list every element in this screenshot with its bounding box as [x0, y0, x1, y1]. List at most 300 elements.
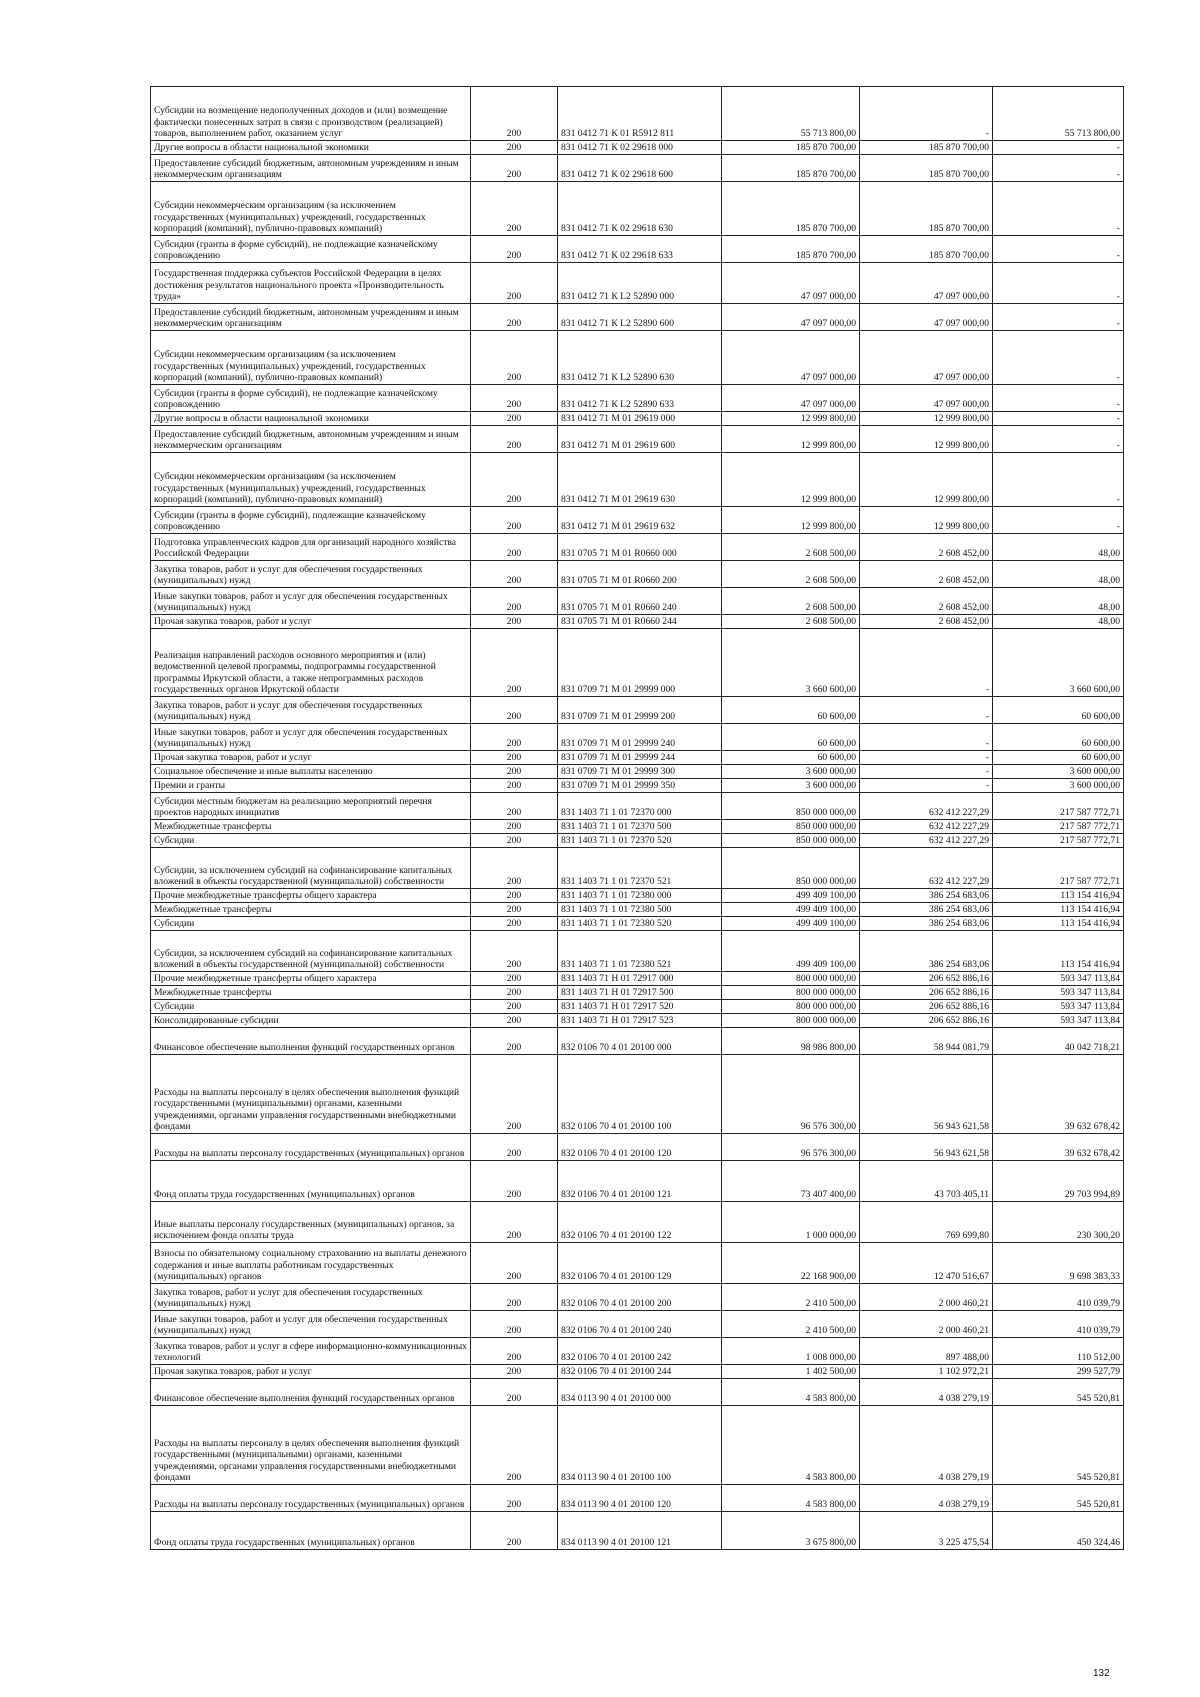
row-code-cell: 200 — [471, 1406, 558, 1485]
row-approved-cell: 2 410 500,00 — [722, 1284, 860, 1311]
table-row — [151, 385, 1124, 412]
row-executed-cell: 185 870 700,00 — [860, 155, 993, 182]
row-executed-cell: 206 652 886,16 — [860, 972, 993, 986]
row-name-cell: Фонд оплаты труда государственных (муниципальных) органов — [151, 1512, 471, 1550]
table-row — [151, 793, 1124, 820]
row-kbk-cell: 831 1403 71 Н 01 72917 000 — [558, 972, 722, 986]
row-unexecuted-cell: 545 520,81 — [993, 1379, 1124, 1406]
row-executed-cell: 2 000 460,21 — [860, 1284, 993, 1311]
row-executed-cell: 632 412 227,29 — [860, 848, 993, 889]
row-approved-cell: 499 409 100,00 — [722, 903, 860, 917]
row-name-cell: Субсидии — [151, 1000, 471, 1014]
row-executed-cell: 185 870 700,00 — [860, 182, 993, 236]
row-approved-cell: 47 097 000,00 — [722, 385, 860, 412]
row-name-cell: Закупка товаров, работ и услуг для обеспечения государственных (муниципальных) нужд — [151, 697, 471, 724]
row-code-cell: 200 — [471, 385, 558, 412]
table-row — [151, 765, 1124, 779]
row-executed-cell: 206 652 886,16 — [860, 1014, 993, 1028]
row-unexecuted-cell: 3 600 000,00 — [993, 779, 1124, 793]
row-kbk-cell: 831 0412 71 М 01 29619 000 — [558, 412, 722, 426]
row-kbk-cell: 831 1403 71 1 01 72380 500 — [558, 903, 722, 917]
row-approved-cell: 800 000 000,00 — [722, 1000, 860, 1014]
row-name-cell: Другие вопросы в области национальной экономики — [151, 412, 471, 426]
row-unexecuted-cell: 545 520,81 — [993, 1406, 1124, 1485]
row-kbk-cell: 831 1403 71 Н 01 72917 500 — [558, 986, 722, 1000]
row-executed-cell: 47 097 000,00 — [860, 263, 993, 304]
table-row — [151, 917, 1124, 931]
row-approved-cell: 73 407 400,00 — [722, 1161, 860, 1202]
row-code-cell: 200 — [471, 412, 558, 426]
row-executed-cell: 185 870 700,00 — [860, 236, 993, 263]
row-executed-cell: 769 699,80 — [860, 1202, 993, 1243]
row-name-cell: Закупка товаров, работ и услуг для обеспечения государственных (муниципальных) нужд — [151, 1284, 471, 1311]
row-unexecuted-cell: 113 154 416,94 — [993, 889, 1124, 903]
budget-document — [150, 86, 1121, 1550]
row-executed-cell: 12 999 800,00 — [860, 426, 993, 453]
row-approved-cell: 850 000 000,00 — [722, 848, 860, 889]
row-code-cell: 200 — [471, 561, 558, 588]
row-code-cell: 200 — [471, 751, 558, 765]
row-executed-cell: - — [860, 724, 993, 751]
row-approved-cell: 1 008 000,00 — [722, 1338, 860, 1365]
row-executed-cell: 386 254 683,06 — [860, 903, 993, 917]
table-row — [151, 1406, 1124, 1485]
row-kbk-cell: 832 0106 70 4 01 20100 242 — [558, 1338, 722, 1365]
row-code-cell: 200 — [471, 697, 558, 724]
row-approved-cell: 2 410 500,00 — [722, 1311, 860, 1338]
row-executed-cell: - — [860, 87, 993, 141]
table-row — [151, 263, 1124, 304]
table-row — [151, 903, 1124, 917]
budget-table-body — [151, 87, 1124, 1550]
row-name-cell: Субсидии на возмещение недополученных доходов и (или) возмещение фактически понесенных затрат в связи с производством (реализацией) товаров, выполнением работ, оказанием услуг — [151, 87, 471, 141]
row-code-cell: 200 — [471, 917, 558, 931]
table-row — [151, 931, 1124, 972]
row-approved-cell: 12 999 800,00 — [722, 507, 860, 534]
table-row — [151, 848, 1124, 889]
table-row — [151, 426, 1124, 453]
row-executed-cell: 185 870 700,00 — [860, 141, 993, 155]
row-kbk-cell: 831 0709 71 М 01 29999 000 — [558, 629, 722, 697]
row-unexecuted-cell: 3 660 600,00 — [993, 629, 1124, 697]
row-name-cell: Расходы на выплаты персоналу государственных (муниципальных) органов — [151, 1485, 471, 1512]
row-name-cell: Прочие межбюджетные трансферты общего характера — [151, 972, 471, 986]
table-row — [151, 588, 1124, 615]
row-unexecuted-cell: 3 600 000,00 — [993, 765, 1124, 779]
row-approved-cell: 499 409 100,00 — [722, 917, 860, 931]
row-kbk-cell: 831 0412 71 К L2 52890 600 — [558, 304, 722, 331]
row-approved-cell: 499 409 100,00 — [722, 889, 860, 903]
row-kbk-cell: 831 0412 71 М 01 29619 630 — [558, 453, 722, 507]
row-kbk-cell: 831 1403 71 1 01 72370 521 — [558, 848, 722, 889]
row-approved-cell: 96 576 300,00 — [722, 1134, 860, 1161]
row-executed-cell: 12 999 800,00 — [860, 453, 993, 507]
row-approved-cell: 850 000 000,00 — [722, 793, 860, 820]
row-kbk-cell: 832 0106 70 4 01 20100 244 — [558, 1365, 722, 1379]
row-name-cell: Расходы на выплаты персоналу в целях обеспечения выполнения функций государственными (муниципальными) органами, казенными учреждениями, органами управления государственными внебюджетными фондами — [151, 1055, 471, 1134]
row-unexecuted-cell: 29 703 994,89 — [993, 1161, 1124, 1202]
row-unexecuted-cell: 60 600,00 — [993, 697, 1124, 724]
row-code-cell: 200 — [471, 1014, 558, 1028]
row-approved-cell: 2 608 500,00 — [722, 534, 860, 561]
row-executed-cell: 2 000 460,21 — [860, 1311, 993, 1338]
row-unexecuted-cell: 113 154 416,94 — [993, 903, 1124, 917]
row-unexecuted-cell: 230 300,20 — [993, 1202, 1124, 1243]
row-name-cell: Другие вопросы в области национальной экономики — [151, 141, 471, 155]
table-row — [151, 561, 1124, 588]
row-unexecuted-cell: - — [993, 155, 1124, 182]
row-approved-cell: 850 000 000,00 — [722, 820, 860, 834]
row-executed-cell: 47 097 000,00 — [860, 331, 993, 385]
row-kbk-cell: 831 0709 71 М 01 29999 200 — [558, 697, 722, 724]
row-approved-cell: 4 583 800,00 — [722, 1379, 860, 1406]
row-approved-cell: 3 660 600,00 — [722, 629, 860, 697]
row-approved-cell: 800 000 000,00 — [722, 972, 860, 986]
row-kbk-cell: 834 0113 90 4 01 20100 100 — [558, 1406, 722, 1485]
row-approved-cell: 1 000 000,00 — [722, 1202, 860, 1243]
row-executed-cell: 43 703 405,11 — [860, 1161, 993, 1202]
table-row — [151, 889, 1124, 903]
row-unexecuted-cell: - — [993, 426, 1124, 453]
row-unexecuted-cell: 9 698 383,33 — [993, 1243, 1124, 1284]
row-executed-cell: 632 412 227,29 — [860, 834, 993, 848]
row-approved-cell: 60 600,00 — [722, 697, 860, 724]
row-kbk-cell: 832 0106 70 4 01 20100 121 — [558, 1161, 722, 1202]
table-row — [151, 1000, 1124, 1014]
row-unexecuted-cell: 110 512,00 — [993, 1338, 1124, 1365]
row-executed-cell: 206 652 886,16 — [860, 1000, 993, 1014]
row-code-cell: 200 — [471, 507, 558, 534]
row-executed-cell: 2 608 452,00 — [860, 615, 993, 629]
table-row — [151, 834, 1124, 848]
row-code-cell: 200 — [471, 889, 558, 903]
row-name-cell: Межбюджетные трансферты — [151, 820, 471, 834]
row-kbk-cell: 831 1403 71 Н 01 72917 520 — [558, 1000, 722, 1014]
row-name-cell: Социальное обеспечение и иные выплаты населению — [151, 765, 471, 779]
row-kbk-cell: 832 0106 70 4 01 20100 129 — [558, 1243, 722, 1284]
row-approved-cell: 185 870 700,00 — [722, 141, 860, 155]
row-executed-cell: 2 608 452,00 — [860, 588, 993, 615]
row-executed-cell: - — [860, 629, 993, 697]
table-row — [151, 1055, 1124, 1134]
row-approved-cell: 47 097 000,00 — [722, 304, 860, 331]
row-executed-cell: 12 999 800,00 — [860, 507, 993, 534]
row-code-cell: 200 — [471, 453, 558, 507]
row-name-cell: Прочая закупка товаров, работ и услуг — [151, 751, 471, 765]
row-approved-cell: 4 583 800,00 — [722, 1485, 860, 1512]
table-row — [151, 697, 1124, 724]
row-code-cell: 200 — [471, 1202, 558, 1243]
row-kbk-cell: 831 1403 71 1 01 72380 520 — [558, 917, 722, 931]
row-kbk-cell: 832 0106 70 4 01 20100 200 — [558, 1284, 722, 1311]
row-name-cell: Взносы по обязательному социальному страхованию на выплаты денежного содержания и иные выплаты работникам государственных (муниципальных) органов — [151, 1243, 471, 1284]
row-code-cell: 200 — [471, 1028, 558, 1055]
row-approved-cell: 60 600,00 — [722, 724, 860, 751]
row-kbk-cell: 831 1403 71 Н 01 72917 523 — [558, 1014, 722, 1028]
row-code-cell: 200 — [471, 426, 558, 453]
row-code-cell: 200 — [471, 1512, 558, 1550]
table-row — [151, 1379, 1124, 1406]
row-code-cell: 200 — [471, 820, 558, 834]
row-kbk-cell: 831 1403 71 1 01 72370 520 — [558, 834, 722, 848]
table-row — [151, 304, 1124, 331]
row-name-cell: Премии и гранты — [151, 779, 471, 793]
row-executed-cell: 47 097 000,00 — [860, 385, 993, 412]
row-name-cell: Финансовое обеспечение выполнения функций государственных органов — [151, 1379, 471, 1406]
row-executed-cell: 12 470 516,67 — [860, 1243, 993, 1284]
row-unexecuted-cell: - — [993, 412, 1124, 426]
row-kbk-cell: 831 0412 71 М 01 29619 632 — [558, 507, 722, 534]
row-name-cell: Расходы на выплаты персоналу государственных (муниципальных) органов — [151, 1134, 471, 1161]
row-kbk-cell: 834 0113 90 4 01 20100 000 — [558, 1379, 722, 1406]
row-code-cell: 200 — [471, 1134, 558, 1161]
row-code-cell: 200 — [471, 629, 558, 697]
table-row — [151, 182, 1124, 236]
row-unexecuted-cell: - — [993, 141, 1124, 155]
row-unexecuted-cell: - — [993, 182, 1124, 236]
table-row — [151, 1365, 1124, 1379]
row-code-cell: 200 — [471, 848, 558, 889]
row-unexecuted-cell: 410 039,79 — [993, 1284, 1124, 1311]
row-executed-cell: 58 944 081,79 — [860, 1028, 993, 1055]
row-kbk-cell: 831 0705 71 М 01 R0660 240 — [558, 588, 722, 615]
row-kbk-cell: 831 0412 71 К 01 R5912 811 — [558, 87, 722, 141]
row-approved-cell: 185 870 700,00 — [722, 236, 860, 263]
table-row — [151, 1014, 1124, 1028]
row-unexecuted-cell: 48,00 — [993, 561, 1124, 588]
row-executed-cell: 386 254 683,06 — [860, 931, 993, 972]
table-row — [151, 1161, 1124, 1202]
row-approved-cell: 22 168 900,00 — [722, 1243, 860, 1284]
row-code-cell: 200 — [471, 141, 558, 155]
table-row — [151, 615, 1124, 629]
table-row — [151, 1202, 1124, 1243]
row-kbk-cell: 832 0106 70 4 01 20100 000 — [558, 1028, 722, 1055]
row-code-cell: 200 — [471, 1365, 558, 1379]
page-number: 132 — [1093, 1668, 1110, 1679]
row-name-cell: Предоставление субсидий бюджетным, автономным учреждениям и иным некоммерческим организациям — [151, 304, 471, 331]
row-approved-cell: 47 097 000,00 — [722, 331, 860, 385]
row-kbk-cell: 831 0705 71 М 01 R0660 000 — [558, 534, 722, 561]
row-unexecuted-cell: - — [993, 507, 1124, 534]
row-kbk-cell: 831 1403 71 1 01 72370 500 — [558, 820, 722, 834]
table-row — [151, 453, 1124, 507]
row-kbk-cell: 831 0412 71 К 02 29618 630 — [558, 182, 722, 236]
row-unexecuted-cell: 39 632 678,42 — [993, 1055, 1124, 1134]
row-executed-cell: 56 943 621,58 — [860, 1134, 993, 1161]
row-name-cell: Межбюджетные трансферты — [151, 986, 471, 1000]
row-name-cell: Субсидии — [151, 917, 471, 931]
row-unexecuted-cell: 299 527,79 — [993, 1365, 1124, 1379]
table-row — [151, 1311, 1124, 1338]
row-executed-cell: 2 608 452,00 — [860, 534, 993, 561]
row-kbk-cell: 831 0709 71 М 01 29999 300 — [558, 765, 722, 779]
row-code-cell: 200 — [471, 765, 558, 779]
row-kbk-cell: 834 0113 90 4 01 20100 121 — [558, 1512, 722, 1550]
row-unexecuted-cell: - — [993, 331, 1124, 385]
row-approved-cell: 12 999 800,00 — [722, 426, 860, 453]
row-approved-cell: 3 675 800,00 — [722, 1512, 860, 1550]
row-approved-cell: 185 870 700,00 — [722, 182, 860, 236]
table-row — [151, 1485, 1124, 1512]
row-unexecuted-cell: 55 713 800,00 — [993, 87, 1124, 141]
table-row — [151, 1338, 1124, 1365]
table-row — [151, 412, 1124, 426]
row-code-cell: 200 — [471, 304, 558, 331]
row-executed-cell: 386 254 683,06 — [860, 889, 993, 903]
row-code-cell: 200 — [471, 724, 558, 751]
table-row — [151, 820, 1124, 834]
row-unexecuted-cell: 48,00 — [993, 534, 1124, 561]
row-executed-cell: 632 412 227,29 — [860, 820, 993, 834]
row-unexecuted-cell: 545 520,81 — [993, 1485, 1124, 1512]
row-name-cell: Субсидии некоммерческим организациям (за исключением государственных (муниципальных) учреждений, государственных корпораций (компаний), публично-правовых компаний) — [151, 182, 471, 236]
row-kbk-cell: 832 0106 70 4 01 20100 100 — [558, 1055, 722, 1134]
row-name-cell: Иные закупки товаров, работ и услуг для обеспечения государственных (муниципальных) нужд — [151, 1311, 471, 1338]
row-name-cell: Расходы на выплаты персоналу в целях обеспечения выполнения функций государственными (муниципальными) органами, казенными учреждениями, органами управления государственными внебюджетными фондами — [151, 1406, 471, 1485]
row-code-cell: 200 — [471, 331, 558, 385]
row-code-cell: 200 — [471, 903, 558, 917]
row-name-cell: Субсидии — [151, 834, 471, 848]
row-kbk-cell: 831 0412 71 К 02 29618 000 — [558, 141, 722, 155]
table-row — [151, 1512, 1124, 1550]
row-unexecuted-cell: 593 347 113,84 — [993, 972, 1124, 986]
row-approved-cell: 2 608 500,00 — [722, 615, 860, 629]
row-name-cell: Субсидии некоммерческим организациям (за исключением государственных (муниципальных) учреждений, государственных корпораций (компаний), публично-правовых компаний) — [151, 453, 471, 507]
row-name-cell: Субсидии (гранты в форме субсидий), не подлежащие казначейскому сопровождению — [151, 236, 471, 263]
row-code-cell: 200 — [471, 1161, 558, 1202]
table-row — [151, 986, 1124, 1000]
row-unexecuted-cell: 593 347 113,84 — [993, 1000, 1124, 1014]
table-row — [151, 331, 1124, 385]
row-unexecuted-cell: 113 154 416,94 — [993, 931, 1124, 972]
row-kbk-cell: 831 1403 71 1 01 72370 000 — [558, 793, 722, 820]
row-code-cell: 200 — [471, 87, 558, 141]
table-row — [151, 87, 1124, 141]
row-executed-cell: - — [860, 779, 993, 793]
row-code-cell: 200 — [471, 534, 558, 561]
row-unexecuted-cell: - — [993, 304, 1124, 331]
row-approved-cell: 12 999 800,00 — [722, 453, 860, 507]
row-kbk-cell: 831 0412 71 К L2 52890 000 — [558, 263, 722, 304]
row-kbk-cell: 832 0106 70 4 01 20100 240 — [558, 1311, 722, 1338]
row-code-cell: 200 — [471, 1284, 558, 1311]
row-executed-cell: 56 943 621,58 — [860, 1055, 993, 1134]
row-executed-cell: 632 412 227,29 — [860, 793, 993, 820]
row-unexecuted-cell: 60 600,00 — [993, 724, 1124, 751]
row-executed-cell: 2 608 452,00 — [860, 561, 993, 588]
row-name-cell: Консолидированные субсидии — [151, 1014, 471, 1028]
row-code-cell: 200 — [471, 972, 558, 986]
table-row — [151, 1284, 1124, 1311]
row-code-cell: 200 — [471, 263, 558, 304]
row-executed-cell: 386 254 683,06 — [860, 917, 993, 931]
row-approved-cell: 60 600,00 — [722, 751, 860, 765]
row-executed-cell: 12 999 800,00 — [860, 412, 993, 426]
row-name-cell: Иные закупки товаров, работ и услуг для обеспечения государственных (муниципальных) нужд — [151, 724, 471, 751]
row-code-cell: 200 — [471, 1338, 558, 1365]
row-name-cell: Субсидии местным бюджетам на реализацию мероприятий перечня проектов народных инициатив — [151, 793, 471, 820]
row-kbk-cell: 834 0113 90 4 01 20100 120 — [558, 1485, 722, 1512]
row-approved-cell: 47 097 000,00 — [722, 263, 860, 304]
row-kbk-cell: 831 1403 71 1 01 72380 521 — [558, 931, 722, 972]
row-name-cell: Финансовое обеспечение выполнения функций государственных органов — [151, 1028, 471, 1055]
row-approved-cell: 4 583 800,00 — [722, 1406, 860, 1485]
row-code-cell: 200 — [471, 986, 558, 1000]
row-name-cell: Подготовка управленческих кадров для организаций народного хозяйства Российской Федерации — [151, 534, 471, 561]
row-name-cell: Субсидии, за исключением субсидий на софинансирование капитальных вложений в объекты государственной (муниципальной) собственности — [151, 848, 471, 889]
budget-execution-table — [150, 86, 1124, 1550]
table-row — [151, 724, 1124, 751]
row-name-cell: Субсидии, за исключением субсидий на софинансирование капитальных вложений в объекты государственной (муниципальной) собственности — [151, 931, 471, 972]
row-unexecuted-cell: 593 347 113,84 — [993, 1014, 1124, 1028]
row-approved-cell: 185 870 700,00 — [722, 155, 860, 182]
row-kbk-cell: 832 0106 70 4 01 20100 120 — [558, 1134, 722, 1161]
table-row — [151, 1243, 1124, 1284]
row-approved-cell: 98 986 800,00 — [722, 1028, 860, 1055]
row-kbk-cell: 831 0412 71 К L2 52890 633 — [558, 385, 722, 412]
row-approved-cell: 3 600 000,00 — [722, 765, 860, 779]
row-name-cell: Прочая закупка товаров, работ и услуг — [151, 1365, 471, 1379]
row-approved-cell: 499 409 100,00 — [722, 931, 860, 972]
row-kbk-cell: 832 0106 70 4 01 20100 122 — [558, 1202, 722, 1243]
row-executed-cell: 4 038 279,19 — [860, 1406, 993, 1485]
row-approved-cell: 800 000 000,00 — [722, 986, 860, 1000]
row-approved-cell: 12 999 800,00 — [722, 412, 860, 426]
row-unexecuted-cell: 593 347 113,84 — [993, 986, 1124, 1000]
row-name-cell: Реализация направлений расходов основного мероприятия и (или) ведомственной целевой программы, подпрограммы государственной программы Иркутской области, а также непрограммных расходов государственных органов Иркутской области — [151, 629, 471, 697]
row-approved-cell: 850 000 000,00 — [722, 834, 860, 848]
row-code-cell: 200 — [471, 779, 558, 793]
row-code-cell: 200 — [471, 155, 558, 182]
row-name-cell: Прочие межбюджетные трансферты общего характера — [151, 889, 471, 903]
row-name-cell: Фонд оплаты труда государственных (муниципальных) органов — [151, 1161, 471, 1202]
table-row — [151, 1134, 1124, 1161]
row-unexecuted-cell: 48,00 — [993, 588, 1124, 615]
row-executed-cell: 4 038 279,19 — [860, 1485, 993, 1512]
row-name-cell: Закупка товаров, работ и услуг для обеспечения государственных (муниципальных) нужд — [151, 561, 471, 588]
row-unexecuted-cell: 113 154 416,94 — [993, 917, 1124, 931]
table-row — [151, 236, 1124, 263]
row-kbk-cell: 831 0709 71 М 01 29999 240 — [558, 724, 722, 751]
row-approved-cell: 2 608 500,00 — [722, 561, 860, 588]
row-unexecuted-cell: - — [993, 236, 1124, 263]
row-approved-cell: 55 713 800,00 — [722, 87, 860, 141]
table-row — [151, 1028, 1124, 1055]
row-name-cell: Прочая закупка товаров, работ и услуг — [151, 615, 471, 629]
row-name-cell: Межбюджетные трансферты — [151, 903, 471, 917]
row-code-cell: 200 — [471, 236, 558, 263]
row-executed-cell: 897 488,00 — [860, 1338, 993, 1365]
row-code-cell: 200 — [471, 793, 558, 820]
table-row — [151, 141, 1124, 155]
row-name-cell: Государственная поддержка субъектов Российской Федерации в целях достижения результатов национального проекта «Производительность труда» — [151, 263, 471, 304]
row-kbk-cell: 831 0412 71 К 02 29618 600 — [558, 155, 722, 182]
row-kbk-cell: 831 0709 71 М 01 29999 350 — [558, 779, 722, 793]
row-executed-cell: - — [860, 751, 993, 765]
row-code-cell: 200 — [471, 1379, 558, 1406]
row-unexecuted-cell: 217 587 772,71 — [993, 834, 1124, 848]
table-row — [151, 629, 1124, 697]
row-approved-cell: 3 600 000,00 — [722, 779, 860, 793]
row-code-cell: 200 — [471, 615, 558, 629]
row-unexecuted-cell: - — [993, 263, 1124, 304]
row-executed-cell: 4 038 279,19 — [860, 1379, 993, 1406]
row-code-cell: 200 — [471, 182, 558, 236]
table-row — [151, 155, 1124, 182]
row-name-cell: Субсидии некоммерческим организациям (за исключением государственных (муниципальных) учреждений, государственных корпораций (компаний), публично-правовых компаний) — [151, 331, 471, 385]
row-unexecuted-cell: 40 042 718,21 — [993, 1028, 1124, 1055]
